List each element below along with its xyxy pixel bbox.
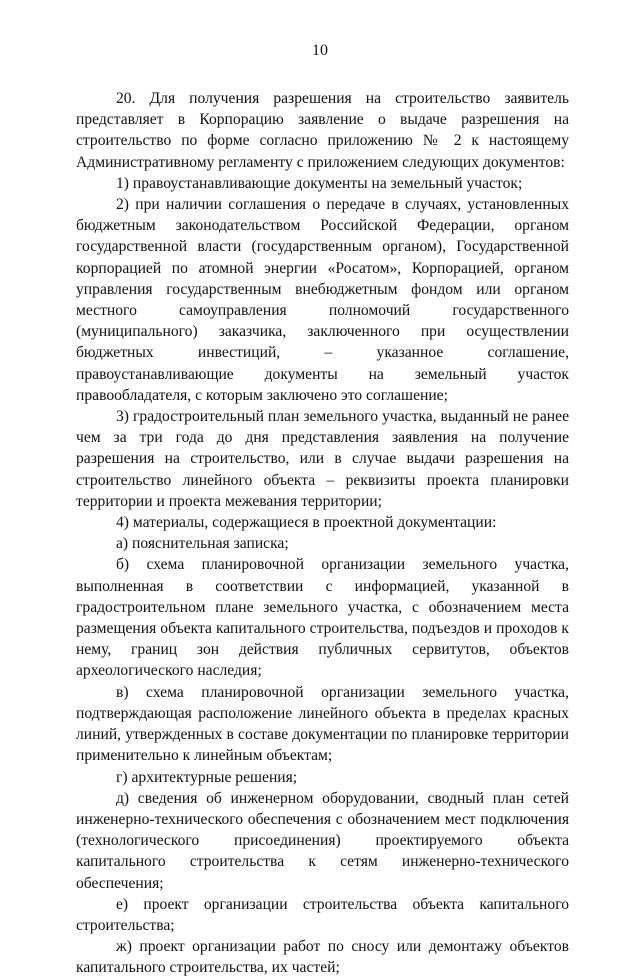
page-number: 10	[312, 42, 328, 59]
item-2-transfer-agreement: 2) при наличии соглашения о передаче в случаях, установленных бюджетным законодательством Российской Федерации, органом государственной власти (государственным органом), Государственной корпорацией по атомной энергии «Росатом», Корпорацией, органом управления государственным внебюджетным фондом или органом местного самоуправления полномочий государственного (муниципального) заказчика, заключенного при осуществлении бюджетных инвестиций, – указанное соглашение, правоустанавливающие документы на земельный участок правообладателя, с которым заключено это соглашение;	[76, 196, 569, 404]
paragraph-20: 20. Для получения разрешения на строительство заявитель представляет в Корпорацию заявление о выдаче разрешения на строительство по форме согласно приложению № 2 к настоящему Административному регламенту с приложением следующих документов:	[76, 90, 569, 171]
document-body	[76, 88, 569, 979]
subitem-d-engineering-equipment: д) сведения об инженерном оборудовании, сводный план сетей инженерно-технического обеспечения с обозначением мест подключения (технологического присоединения) проектируемого объекта капитального строительства к сетям инженерно-технического обеспечения;	[76, 789, 569, 892]
item-4-project-materials: 4) материалы, содержащиеся в проектной документации:	[116, 514, 497, 532]
item-3-urban-planning-plan: 3) градостроительный план земельного участка, выданный не ранее чем за три года до дня представления заявления на получение разрешения на строительство, или в случае выдачи разрешения на строительство линейного объекта – реквизиты проекта планировки территории и проекта межевания территории;	[76, 408, 569, 510]
item-1-land-title-documents: 1) правоустанавливающие документы на земельный участок;	[116, 174, 523, 192]
subitem-a-explanatory-note: а) пояснительная записка;	[116, 535, 289, 553]
subitem-g-architectural-solutions: г) архитектурные решения;	[116, 768, 298, 786]
subitem-zh-demolition-project: ж) проект организации работ по сносу или демонтажу объектов капитального строительства, их частей;	[76, 938, 569, 977]
subitem-b-site-layout-scheme: б) схема планировочной организации земельного участка, выполненная в соответствии с информацией, указанной в градостроительном плане земельного участка, с обозначением места размещения объекта капитального строительства, подъездов и проходов к нему, границ зон действия публичных сервитутов, объектов археологического наследия;	[76, 556, 569, 680]
subitem-e-construction-organization: е) проект организации строительства объекта капитального строительства;	[76, 895, 569, 934]
subitem-v-linear-object-scheme: в) схема планировочной организации земельного участка, подтверждающая расположение линейного объекта в пределах красных линий, утвержденных в составе документации по планировке территории применительно к линейным объектам;	[76, 683, 569, 765]
